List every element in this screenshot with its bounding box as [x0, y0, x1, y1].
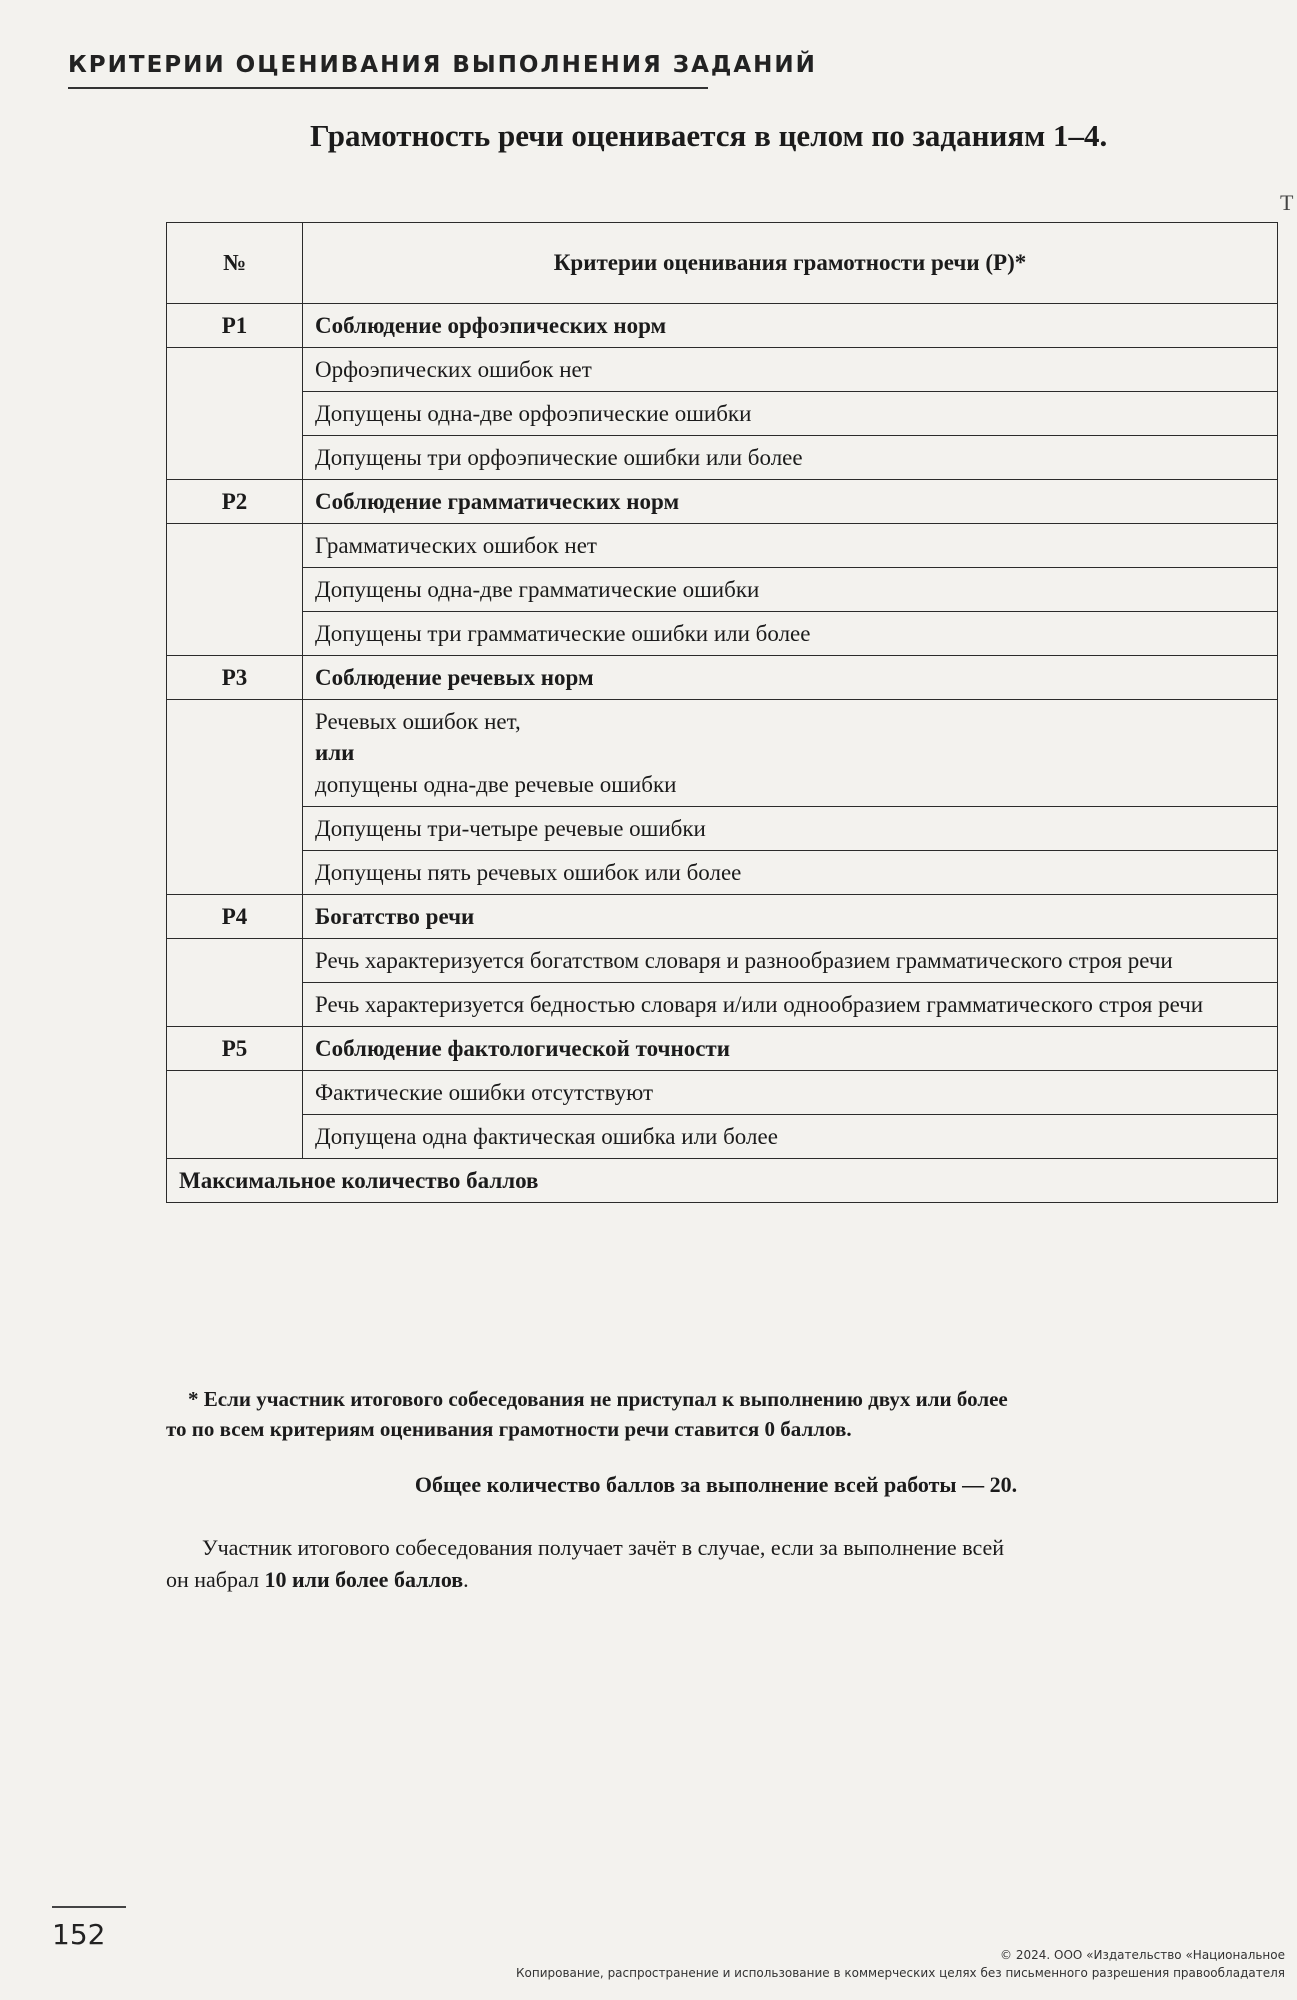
table-row: [167, 982, 1278, 1026]
table-header-row: [167, 223, 1278, 304]
section-title: Соблюдение грамматических норм: [303, 480, 1278, 524]
section-row-p3: [167, 656, 1278, 700]
empty-code-cell: [167, 524, 303, 656]
criterion-text: Грамматических ошибок нет: [303, 524, 1278, 568]
footnote-line: то по всем критериям оценивания грамотности речи ставится 0 баллов.: [166, 1417, 852, 1442]
page-number: 152: [52, 1918, 106, 1951]
footnote-line: * Если участник итогового собеседования не приступал к выполнению двух или более: [188, 1387, 1008, 1411]
table-row: [167, 568, 1278, 612]
criterion-text: Допущена одна фактическая ошибка или более: [303, 1114, 1278, 1158]
criterion-text: Допущены три орфоэпические ошибки или более: [303, 436, 1278, 480]
criterion-text: Фактические ошибки отсутствуют: [303, 1070, 1278, 1114]
pass-text-end: .: [463, 1566, 469, 1592]
table-row: [167, 700, 1278, 806]
section-title: Соблюдение фактологической точности: [303, 1026, 1278, 1070]
section-code: Р4: [167, 894, 303, 938]
criteria-table: [166, 222, 1278, 1203]
empty-code-cell: [167, 348, 303, 480]
section-title: Соблюдение речевых норм: [303, 656, 1278, 700]
pass-condition: [166, 1532, 1284, 1596]
footnote: [166, 1384, 1278, 1445]
pass-line-2: [166, 1564, 1284, 1596]
criterion-text: Допущены пять речевых ошибок или более: [303, 850, 1278, 894]
table-row: [167, 806, 1278, 850]
running-title: КРИТЕРИИ ОЦЕНИВАНИЯ ВЫПОЛНЕНИЯ ЗАДАНИЙ: [68, 52, 817, 78]
empty-code-cell: [167, 700, 303, 894]
section-code: Р1: [167, 304, 303, 348]
max-score-label: Максимальное количество баллов: [167, 1158, 1278, 1202]
total-score-text: Общее количество баллов за выполнение всей работы — 20.: [414, 1472, 1018, 1497]
criterion-text-multiline: [303, 700, 1278, 806]
criterion-text: Допущены одна-две орфоэпические ошибки: [303, 392, 1278, 436]
copyright-line: © 2024. ООО «Издательство «Национальное: [1000, 1948, 1285, 1962]
table-row: [167, 1070, 1278, 1114]
table-row: [167, 1114, 1278, 1158]
criterion-text: Орфоэпических ошибок нет: [303, 348, 1278, 392]
table-row: [167, 850, 1278, 894]
criterion-text: Речь характеризуется бедностью словаря и/или однообразием грамматического строя речи: [303, 982, 1278, 1026]
table-row: [167, 938, 1278, 982]
column-header-number: №: [167, 223, 303, 304]
criterion-text: Речь характеризуется богатством словаря и разнообразием грамматического строя речи: [303, 938, 1278, 982]
section-code: Р2: [167, 480, 303, 524]
empty-code-cell: [167, 1070, 303, 1158]
table-row: [167, 392, 1278, 436]
column-header-criteria: Критерии оценивания грамотности речи (Р)*: [303, 223, 1278, 304]
criterion-line: допущены одна-две речевые ошибки: [315, 771, 677, 797]
empty-code-cell: [167, 938, 303, 1026]
section-code: Р5: [167, 1026, 303, 1070]
header-divider: [68, 87, 708, 89]
table-row: [167, 612, 1278, 656]
copyright-notice: Копирование, распространение и использование в коммерческих целях без письменного разрешения правообладателя: [516, 1966, 1285, 1980]
criterion-text: Допущены три грамматические ошибки или более: [303, 612, 1278, 656]
page-number-rule: [52, 1906, 126, 1908]
max-score-row: [167, 1158, 1278, 1202]
pass-text: он набрал: [166, 1566, 265, 1592]
table-row: [167, 348, 1278, 392]
section-row-p2: [167, 480, 1278, 524]
section-row-p1: [167, 304, 1278, 348]
criterion-line: Речевых ошибок нет,: [315, 709, 521, 735]
cut-off-edge-text: Т: [1280, 190, 1294, 215]
section-code: Р3: [167, 656, 303, 700]
pass-line: Участник итогового собеседования получает зачёт в случае, если за выполнение всей: [202, 1535, 1005, 1560]
criterion-or: или: [315, 740, 355, 766]
pass-threshold: 10 или более баллов: [264, 1566, 464, 1592]
section-row-p4: [167, 894, 1278, 938]
table-row: [167, 524, 1278, 568]
section-row-p5: [167, 1026, 1278, 1070]
table-row: [167, 436, 1278, 480]
criterion-text: Допущены одна-две грамматические ошибки: [303, 568, 1278, 612]
page-subtitle: Грамотность речи оценивается в целом по заданиям 1–4.: [310, 118, 1108, 153]
section-title: Соблюдение орфоэпических норм: [303, 304, 1278, 348]
criterion-text: Допущены три-четыре речевые ошибки: [303, 806, 1278, 850]
section-title: Богатство речи: [303, 894, 1278, 938]
